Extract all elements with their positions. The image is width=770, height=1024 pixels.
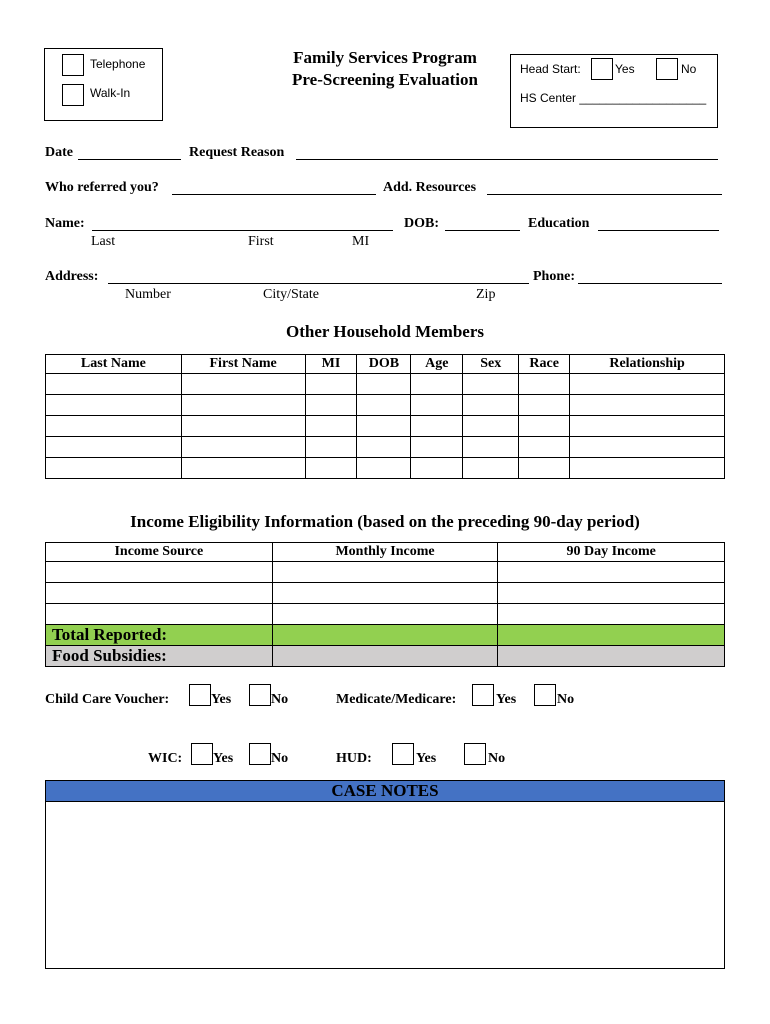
table-cell[interactable]	[272, 604, 498, 625]
table-cell[interactable]	[463, 416, 519, 437]
table-cell[interactable]	[519, 458, 570, 479]
table-cell[interactable]	[498, 562, 725, 583]
table-cell[interactable]	[570, 374, 725, 395]
phone-label-text: Phone	[533, 269, 571, 284]
table-cell[interactable]	[411, 458, 463, 479]
col-monthly-income: Monthly Income	[272, 543, 498, 562]
dob-field[interactable]	[445, 216, 520, 231]
col-income-source: Income Source	[46, 543, 273, 562]
head-start-yes-label: Yes	[615, 62, 635, 76]
hud-yes-checkbox[interactable]	[392, 743, 414, 765]
table-cell[interactable]	[519, 437, 570, 458]
table-cell[interactable]	[181, 416, 305, 437]
referred-field[interactable]	[172, 180, 376, 195]
city-state-sublabel: City/State	[263, 287, 319, 302]
add-resources-label: Add. Resources	[383, 180, 477, 195]
table-cell[interactable]	[357, 374, 411, 395]
wic-no-checkbox[interactable]	[249, 743, 271, 765]
table-row	[46, 562, 725, 583]
col-age: Age	[411, 355, 463, 374]
childcare-yes-checkbox[interactable]	[189, 684, 211, 706]
medicare-label: Medicate/Medicare:	[336, 692, 457, 707]
col-relationship: Relationship	[570, 355, 725, 374]
table-cell[interactable]	[46, 374, 182, 395]
table-cell[interactable]	[519, 416, 570, 437]
table-cell[interactable]	[519, 395, 570, 416]
table-cell[interactable]	[463, 374, 519, 395]
date-label: Date	[45, 145, 73, 160]
table-cell[interactable]	[305, 374, 357, 395]
col-mi: MI	[305, 355, 357, 374]
household-title: Other Household Members	[285, 322, 484, 341]
table-cell[interactable]	[305, 416, 357, 437]
wic-yes-label: Yes	[213, 751, 234, 766]
table-cell[interactable]	[570, 437, 725, 458]
first-sublabel: First	[248, 234, 274, 249]
table-row	[46, 604, 725, 625]
form-title: Family Services Program	[293, 48, 477, 67]
hs-center-field[interactable]: HS Center ___________________	[520, 91, 707, 105]
table-cell[interactable]	[570, 395, 725, 416]
table-cell[interactable]	[46, 562, 273, 583]
total-reported-label: Total Reported:	[46, 625, 273, 646]
table-cell[interactable]	[463, 458, 519, 479]
medicare-no-checkbox[interactable]	[534, 684, 556, 706]
head-start-no-label: No	[681, 62, 697, 76]
childcare-no-label: No	[271, 692, 289, 707]
hud-no-checkbox[interactable]	[464, 743, 486, 765]
table-row	[46, 583, 725, 604]
col-last-name: Last Name	[46, 355, 182, 374]
name-label-text: Name	[45, 216, 80, 231]
income-title: Income Eligibility Information (based on the preceding 90-day period)	[130, 512, 640, 531]
telephone-label: Telephone	[90, 57, 146, 71]
table-cell[interactable]	[272, 562, 498, 583]
table-cell[interactable]	[181, 458, 305, 479]
table-cell[interactable]	[305, 395, 357, 416]
table-cell[interactable]	[272, 583, 498, 604]
table-cell[interactable]	[305, 458, 357, 479]
col-race: Race	[519, 355, 570, 374]
food-90day-cell[interactable]	[498, 646, 725, 667]
walkin-label: Walk-In	[90, 86, 131, 100]
address-field[interactable]	[108, 269, 529, 284]
table-cell[interactable]	[357, 437, 411, 458]
table-cell[interactable]	[463, 395, 519, 416]
table-cell[interactable]	[181, 374, 305, 395]
childcare-label: Child Care Voucher:	[45, 692, 170, 707]
table-cell[interactable]	[181, 437, 305, 458]
name-label: Name:	[45, 216, 85, 231]
zip-sublabel: Zip	[476, 287, 496, 302]
mi-sublabel: MI	[352, 234, 370, 249]
food-monthly-cell[interactable]	[272, 646, 498, 667]
col-first-name: First Name	[181, 355, 305, 374]
head-start-yes-checkbox[interactable]	[591, 58, 613, 80]
education-field[interactable]	[598, 216, 719, 231]
hud-no-label: No	[488, 751, 506, 766]
case-notes-area[interactable]	[45, 801, 725, 969]
household-table	[45, 354, 725, 479]
referred-label: Who referred you?	[45, 180, 159, 195]
col-90-day-income: 90 Day Income	[498, 543, 725, 562]
date-field[interactable]	[78, 145, 181, 160]
table-cell[interactable]	[570, 416, 725, 437]
table-cell[interactable]	[305, 437, 357, 458]
table-cell[interactable]	[46, 583, 273, 604]
childcare-no-checkbox[interactable]	[249, 684, 271, 706]
table-cell[interactable]	[46, 437, 182, 458]
wic-yes-checkbox[interactable]	[191, 743, 213, 765]
head-start-label: Head Start:	[520, 62, 581, 76]
medicare-yes-checkbox[interactable]	[472, 684, 494, 706]
dob-label: DOB:	[404, 216, 440, 231]
table-cell[interactable]	[181, 395, 305, 416]
table-row	[46, 416, 725, 437]
address-label: Address:	[45, 269, 99, 284]
table-cell[interactable]	[411, 395, 463, 416]
number-sublabel: Number	[125, 287, 171, 302]
medicare-no-label: No	[557, 692, 575, 707]
dob-label-text: DOB	[404, 216, 435, 231]
request-reason-field[interactable]	[296, 145, 718, 160]
total-reported-row	[46, 625, 725, 646]
table-cell[interactable]	[498, 604, 725, 625]
form-subtitle: Pre-Screening Evaluation	[292, 70, 478, 89]
total-90day-cell[interactable]	[498, 625, 725, 646]
food-subsidies-label: Food Subsidies:	[46, 646, 273, 667]
childcare-yes-label: Yes	[211, 692, 232, 707]
food-subsidies-row	[46, 646, 725, 667]
col-sex: Sex	[463, 355, 519, 374]
table-cell[interactable]	[46, 416, 182, 437]
table-row	[46, 458, 725, 479]
head-start-no-checkbox[interactable]	[656, 58, 678, 80]
table-cell[interactable]	[46, 395, 182, 416]
table-cell[interactable]	[519, 374, 570, 395]
table-row	[46, 437, 725, 458]
table-cell[interactable]	[411, 416, 463, 437]
phone-label: Phone:	[533, 269, 576, 284]
phone-field[interactable]	[578, 269, 722, 284]
table-row	[46, 395, 725, 416]
table-cell[interactable]	[357, 416, 411, 437]
wic-no-label: No	[271, 751, 289, 766]
education-label: Education	[528, 216, 590, 231]
table-cell[interactable]	[570, 458, 725, 479]
medicare-yes-label: Yes	[496, 692, 517, 707]
table-cell[interactable]	[411, 374, 463, 395]
hud-yes-label: Yes	[416, 751, 437, 766]
table-cell[interactable]	[498, 583, 725, 604]
income-table	[45, 542, 725, 667]
wic-label: WIC:	[148, 751, 183, 766]
total-monthly-cell[interactable]	[272, 625, 498, 646]
name-field[interactable]	[92, 216, 393, 231]
add-resources-field[interactable]	[487, 180, 722, 195]
case-notes-header: CASE NOTES	[45, 780, 725, 802]
table-cell[interactable]	[357, 458, 411, 479]
table-cell[interactable]	[357, 395, 411, 416]
table-cell[interactable]	[46, 604, 273, 625]
last-sublabel: Last	[91, 234, 116, 249]
table-cell[interactable]	[463, 437, 519, 458]
hud-label: HUD:	[336, 751, 372, 766]
request-reason-label: Request Reason	[189, 145, 285, 160]
table-cell[interactable]	[46, 458, 182, 479]
col-dob: DOB	[357, 355, 411, 374]
table-row	[46, 374, 725, 395]
table-cell[interactable]	[411, 437, 463, 458]
